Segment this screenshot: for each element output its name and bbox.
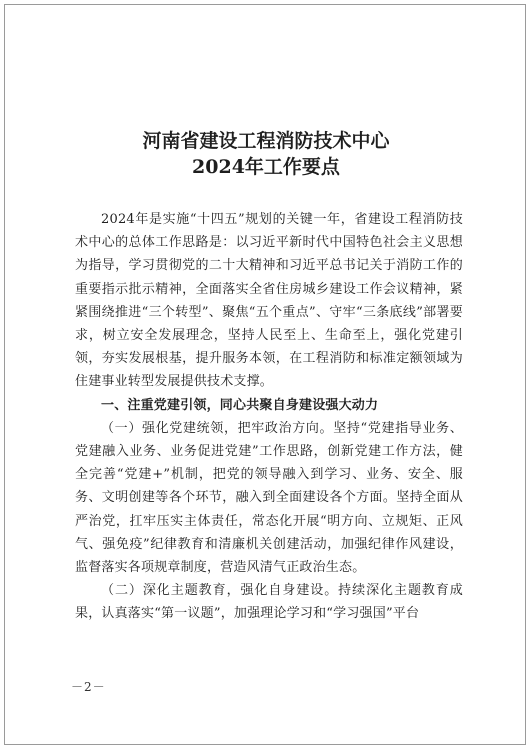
document-body: [75, 208, 463, 626]
document-title: [0, 128, 532, 180]
section-heading-1: 一、注重党建引领，同心共聚自身建设强大动力: [101, 397, 379, 413]
paragraph-2: （二）深化主题教育，强化自身建设。持续深化主题教育成果，认真落实“第一议题”，加强理论学习和“学习强国”平台: [75, 583, 463, 622]
title-line-1: 河南省建设工程消防技术中心: [142, 130, 390, 152]
title-line-2: 2024年工作要点: [192, 156, 340, 178]
page-number: －2－: [71, 680, 106, 694]
intro-paragraph: 2024年是实施“十四五”规划的关键一年，省建设工程消防技术中心的总体工作思路是：以习近平新时代中国特色社会主义思想为指导，学习贯彻党的二十大精神和习近平总书记关于消防工作的重要指示批示精神，全面落实全省住房城乡建设工作会议精神，紧紧围绕推进“三个转型”、聚焦“五个重点”、守牢“三条底线”部署要求，树立安全发展理念，坚持人民至上、生命至上，强化党建引领，夯实发展根基，提升服务本领，在工程消防和标准定额领域为住建事业转型发展提供技术支撑。: [75, 212, 463, 390]
paragraph-1: （一）强化党建统领，把牢政治方向。坚持“党建指导业务、党建融入业务、业务促进党建”工作思路，创新党建工作方法，健全完善“党建+”机制，把党的领导融入到学习、业务、安全、服务、文明创建等各个环节，融入到全面建设各个方面。坚持全面从严治党，扛牢压实主体责任，常态化开展“明方向、立规矩、正风气、强免疫”纪律教育和清廉机关创建活动，加强纪律作风建设，监督落实各项规章制度，营造风清气正政治生态。: [75, 420, 463, 576]
